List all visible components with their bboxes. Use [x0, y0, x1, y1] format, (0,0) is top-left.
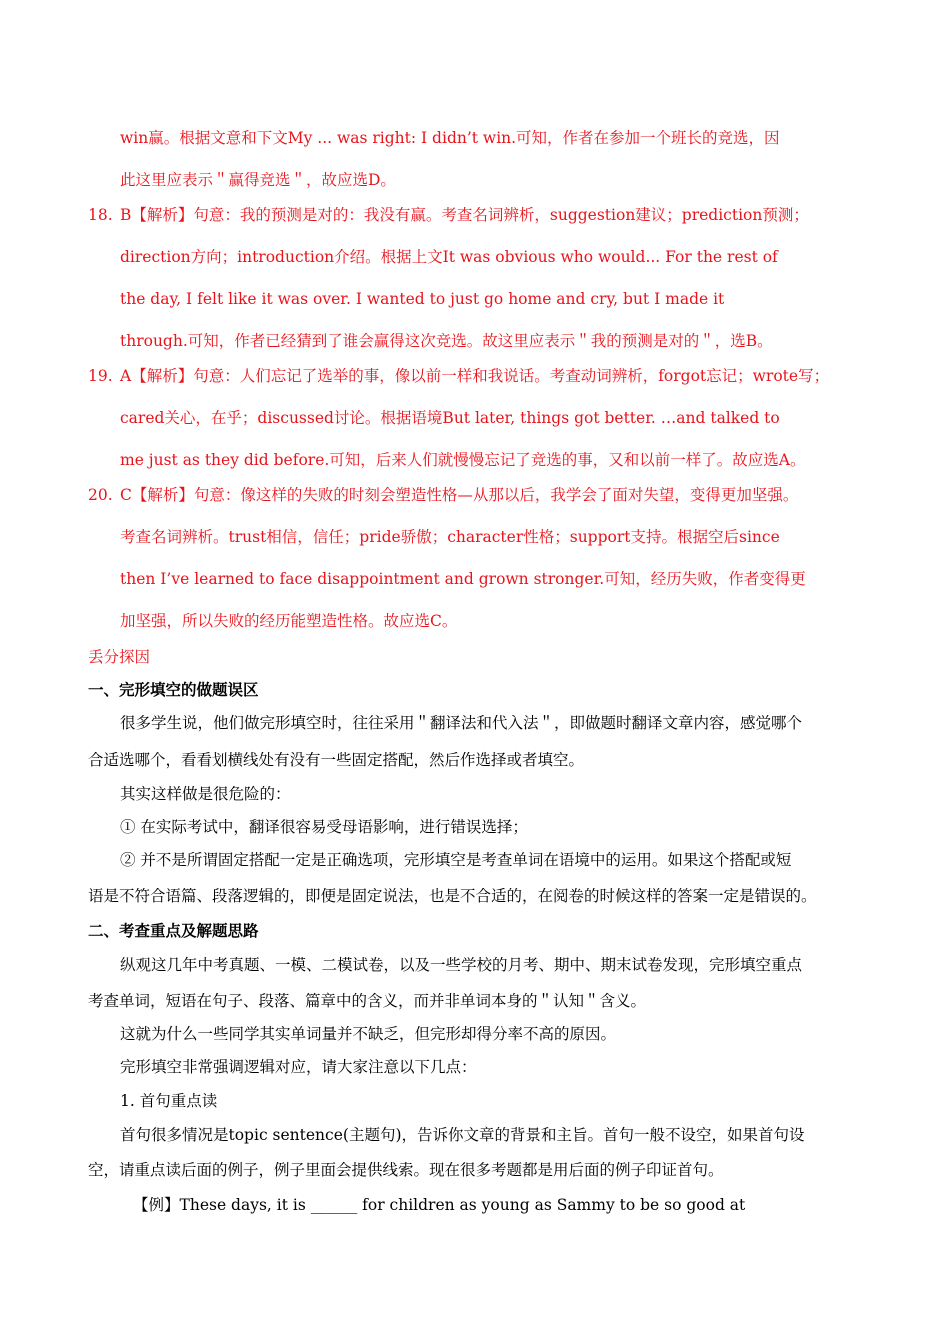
item-20-line-2: 考查名词辨析。trust相信，信任；pride骄傲；character性格；support支持。根据空后since — [120, 528, 780, 546]
item-20-line-1: C【解析】句意：像这样的失败的时刻会塑造性格—从那以后，我学会了面对失望，变得更加坚强。 — [120, 486, 799, 504]
part1-p2: 其实这样做是很危险的： — [120, 785, 291, 803]
item-19-line-3: me just as they did before.可知，后来人们就慢慢忘记了竞选的事，又和以前一样了。故应选A。 — [120, 451, 806, 469]
part1-p1-line-2: 合适选哪个，看看划横线处有没有一些固定搭配，然后作选择或者填空。 — [88, 751, 585, 769]
part2-p1-line-2: 考查单词，短语在句子、段落、篇章中的含义，而并非单词本身的＂认知＂含义。 — [88, 992, 647, 1010]
item-continuation-line-2: 此这里应表示＂赢得竞选＂，故应选D。 — [120, 171, 396, 189]
item-18-line-3: the day, I felt like it was over. I wanted to just go home and cry, but I made it — [120, 290, 725, 308]
item-18-line-4: through.可知，作者已经猜到了谁会赢得这次竞选。故这里应表示＂我的预测是对的＂，选B。 — [120, 332, 773, 350]
part2-heading: 二、考查重点及解题思路 — [88, 921, 259, 940]
part2-p4: 1. 首句重点读 — [120, 1092, 218, 1110]
item-18-line-2: direction方向；introduction介绍。根据上文It was obvious who would... For the rest of — [120, 248, 778, 266]
item-19-number: 19. — [88, 367, 113, 385]
part2-p5-line-2: 空，请重点读后面的例子，例子里面会提供线索。现在很多考题都是用后面的例子印证首句。 — [88, 1161, 724, 1179]
item-19-line-2: cared关心，在乎；discussed讨论。根据语境But later, things got better. …and talked to — [120, 409, 780, 427]
part1-p1-line-1: 很多学生说，他们做完形填空时，往往采用＂翻译法和代入法＂，即做题时翻译文章内容，感觉哪个 — [120, 714, 803, 732]
item-continuation-line-1: win赢。根据文意和下文My ... was right: I didn’t win.可知，作者在参加一个班长的竞选，因 — [120, 129, 780, 147]
section-label: 丢分探因 — [88, 648, 151, 666]
part1-p4-line-1: ② 并不是所谓固定搭配一定是正确选项，完形填空是考查单词在语境中的运用。如果这个搭配或短 — [120, 851, 792, 869]
part1-heading: 一、完形填空的做题误区 — [88, 680, 259, 699]
part2-example: 【例】These days, it is ______ for children as young as Sammy to be so good at — [133, 1196, 746, 1214]
item-20-line-4: 加坚强，所以失败的经历能塑造性格。故应选C。 — [120, 612, 458, 630]
item-18-number: 18. — [88, 206, 113, 224]
part2-p3: 完形填空非常强调逻辑对应，请大家注意以下几点： — [120, 1058, 477, 1076]
part2-p1-line-1: 纵观这几年中考真题、一模、二模试卷，以及一些学校的月考、期中、期末试卷发现，完形填空重点 — [120, 956, 803, 974]
item-19-line-1: A【解析】句意：人们忘记了选举的事，像以前一样和我说话。考查动词辨析，forgot忘记；wrote写； — [120, 367, 830, 385]
part2-p5-line-1: 首句很多情况是topic sentence(主题句)，告诉你文章的背景和主旨。首句一般不设空，如果首句设 — [120, 1126, 805, 1144]
item-20-number: 20. — [88, 486, 113, 504]
item-18-line-1: B【解析】句意：我的预测是对的：我没有赢。考查名词辨析，suggestion建议；prediction预测； — [120, 206, 809, 224]
part1-p3: ① 在实际考试中，翻译很容易受母语影响，进行错误选择； — [120, 818, 528, 836]
part1-p4-line-2: 语是不符合语篇、段落逻辑的，即便是固定说法，也是不合适的，在阅卷的时候这样的答案一定是错误的。 — [88, 887, 817, 905]
part2-p2: 这就为什么一些同学其实单词量并不缺乏，但完形却得分率不高的原因。 — [120, 1025, 617, 1043]
item-20-line-3: then I’ve learned to face disappointment and grown stronger.可知，经历失败，作者变得更 — [120, 570, 806, 588]
